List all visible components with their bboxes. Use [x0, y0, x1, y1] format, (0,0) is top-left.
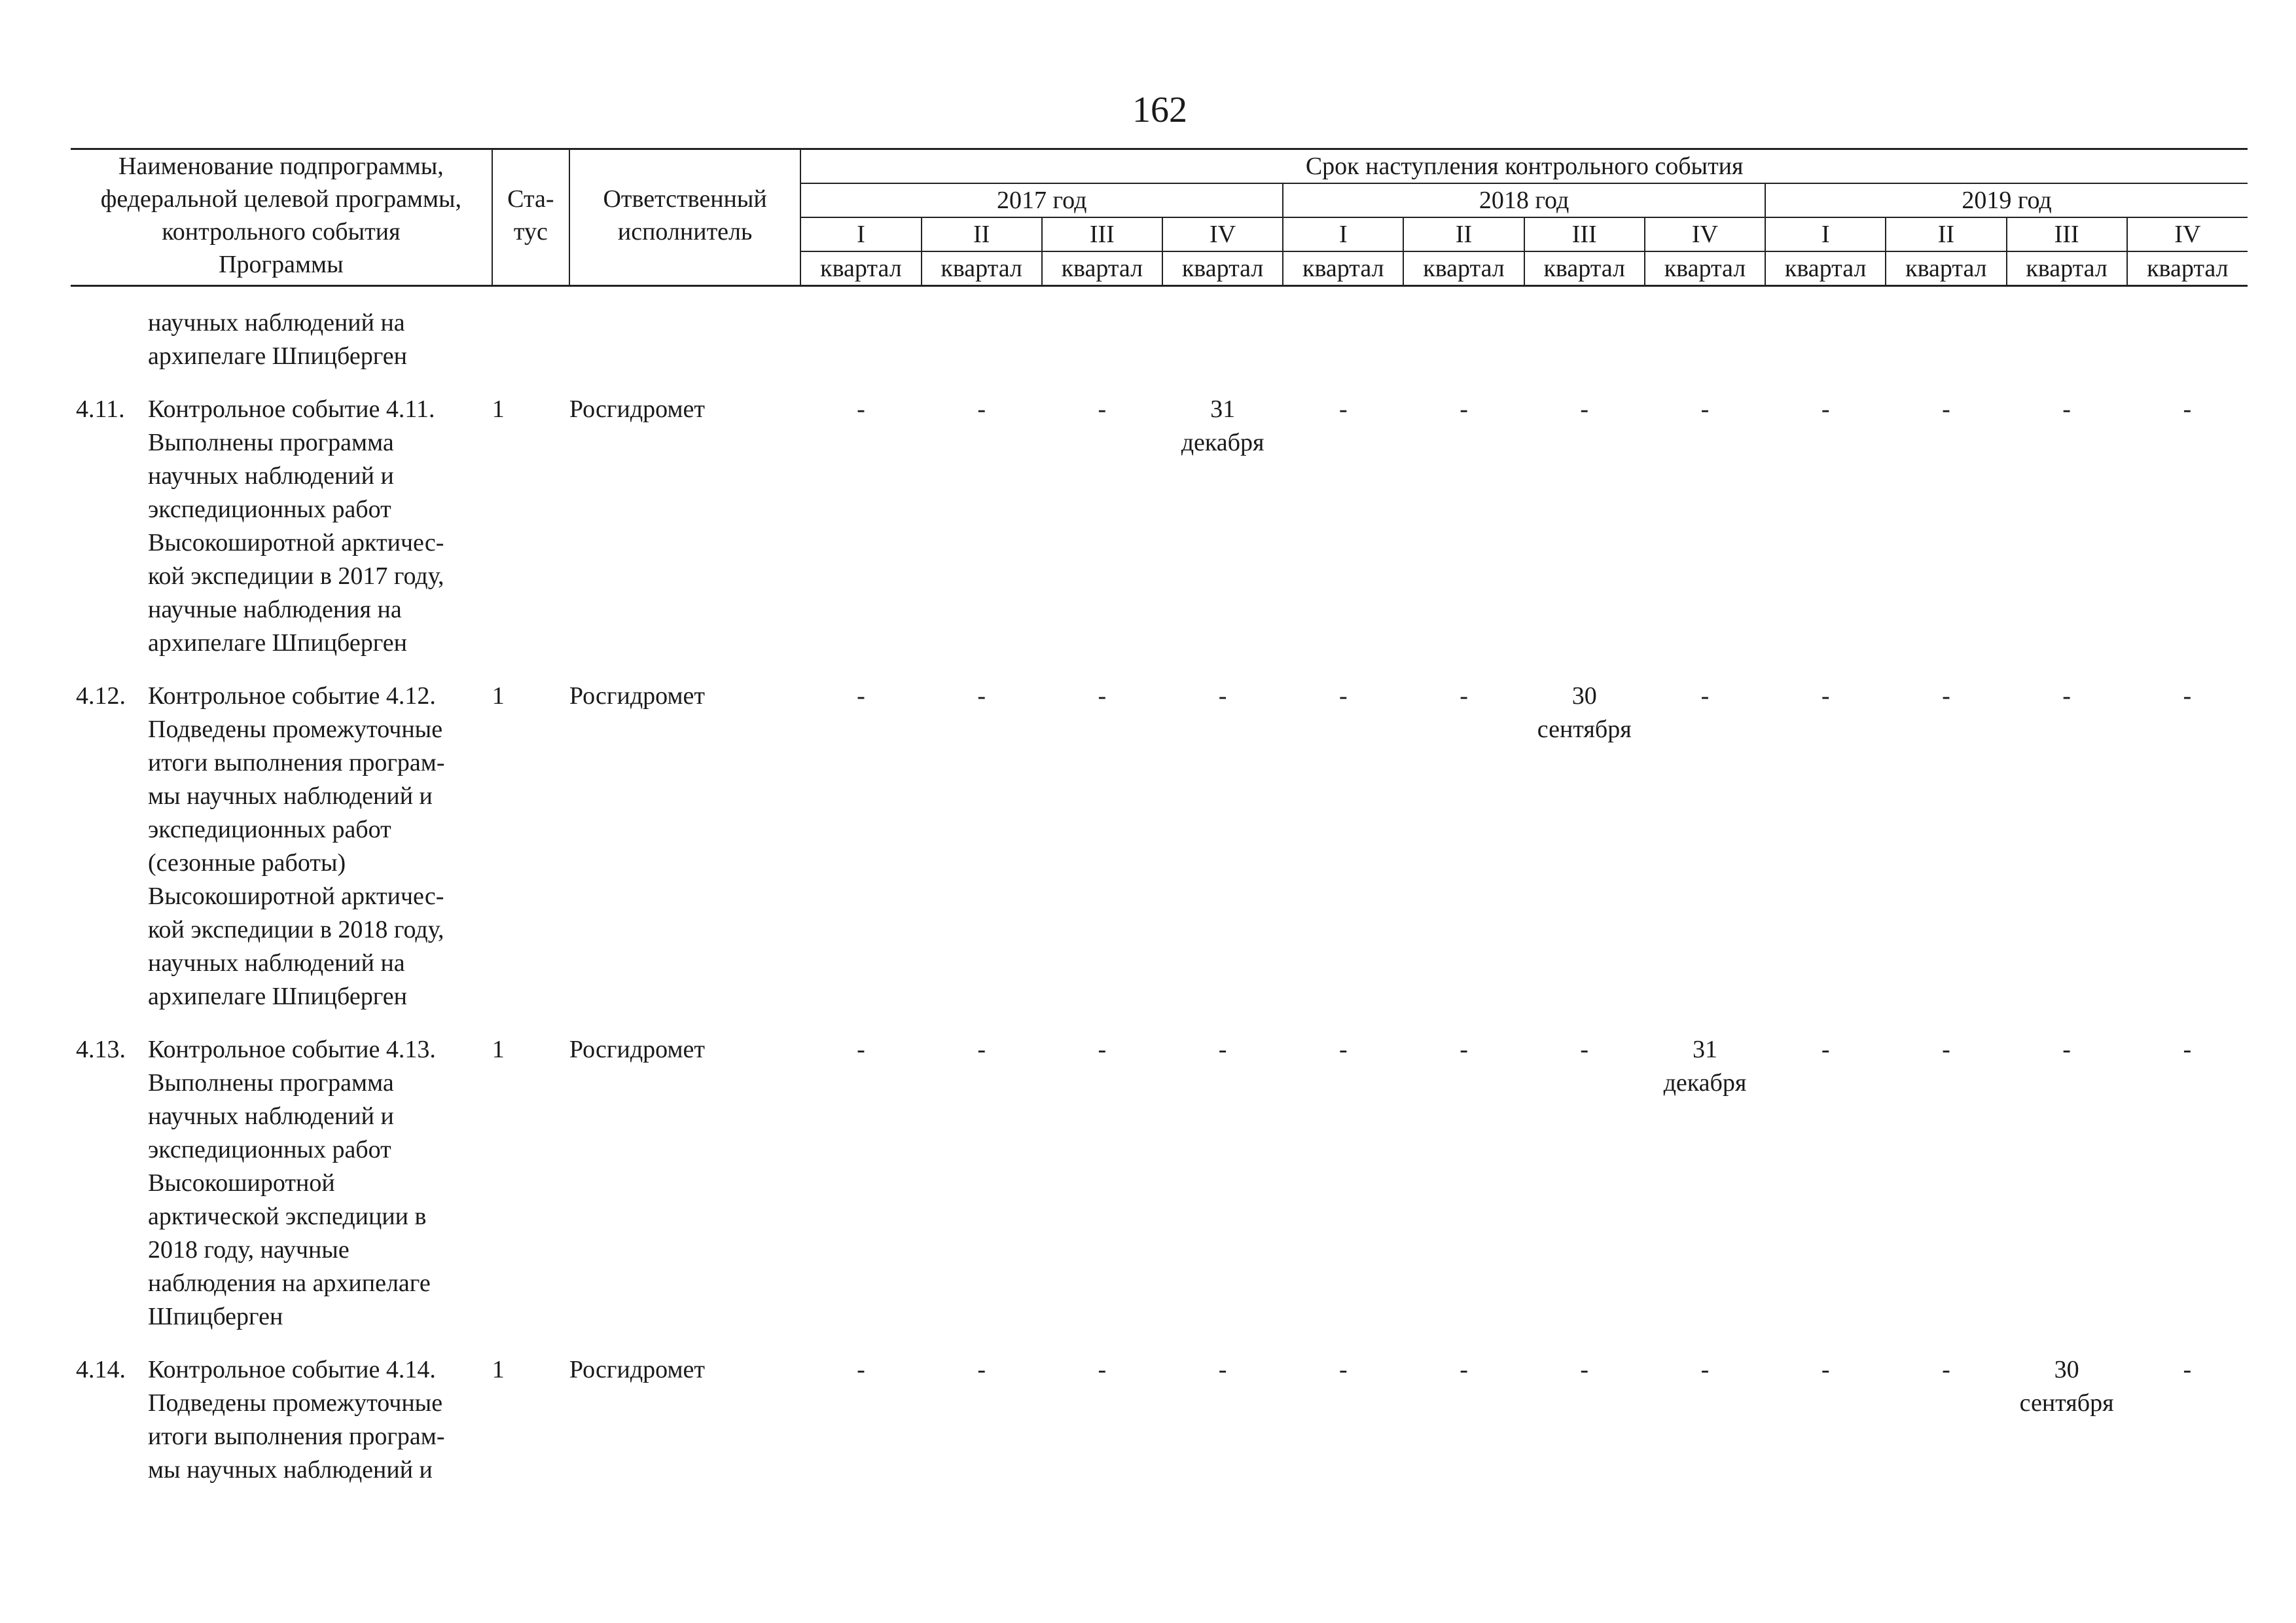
quarter-cell — [1886, 393, 2006, 680]
event-row — [71, 1033, 2248, 1353]
quarter-cell — [1645, 680, 1765, 1033]
header-quarter-word: квартал — [1283, 251, 1403, 286]
event-name-line: Контрольное событие 4.13. — [148, 1036, 436, 1063]
quarter-cell — [2127, 1033, 2248, 1353]
event-name-line: кой экспедиции в 2017 году, — [148, 562, 444, 590]
header-quarter-number: II — [1403, 217, 1524, 251]
quarter-cell — [800, 680, 921, 1033]
quarter-value: - — [1580, 1036, 1589, 1063]
quarter-value: - — [1218, 1036, 1227, 1063]
event-row — [71, 680, 2248, 1033]
event-name-line: Шпицберген — [148, 1303, 283, 1330]
table-body — [71, 286, 2248, 393]
event-name-line: (сезонные работы) — [148, 849, 346, 877]
header-quarter-word: квартал — [2127, 251, 2248, 286]
quarter-value: - — [1821, 395, 1830, 423]
quarter-cell — [1645, 393, 1765, 680]
quarter-cell — [1162, 393, 1283, 680]
header-quarter-number: I — [1765, 217, 1886, 251]
header-quarter-number: II — [922, 217, 1042, 251]
event-rows — [71, 393, 2248, 1506]
quarter-value: - — [1218, 1356, 1227, 1383]
quarter-value: - — [1460, 1036, 1468, 1063]
quarter-cell — [1886, 1353, 2006, 1506]
event-name-line: экспедиционных работ — [148, 1136, 391, 1163]
event-name-cell — [71, 393, 492, 680]
quarter-cell — [2127, 393, 2248, 680]
quarter-cell — [1524, 680, 1645, 1033]
quarter-value: сентября — [1537, 716, 1632, 743]
header-quarter-number: I — [1283, 217, 1403, 251]
event-responsible: Росгидромет — [569, 682, 705, 710]
quarter-cell — [922, 1353, 1042, 1506]
event-name-line: арктической экспедиции в — [148, 1203, 427, 1230]
event-name-line: Контрольное событие 4.12. — [148, 682, 436, 710]
quarter-cell — [1403, 393, 1524, 680]
header-quarter-word: квартал — [2007, 251, 2127, 286]
header-year-2018: 2018 год — [1283, 183, 1765, 217]
event-row — [71, 1353, 2248, 1506]
event-status: 1 — [492, 1036, 505, 1063]
header-quarter-number: IV — [1162, 217, 1283, 251]
quarter-value: - — [1580, 1356, 1589, 1383]
header-quarter-number: III — [1042, 217, 1162, 251]
quarter-cell — [1283, 393, 1403, 680]
event-name-line: Высокоширотной арктичес- — [148, 529, 444, 556]
event-name-line: Контрольное событие 4.11. — [148, 395, 435, 423]
event-responsible: Росгидромет — [569, 1036, 705, 1063]
event-name-line: научных наблюдений и — [148, 462, 394, 490]
quarter-value: - — [2062, 395, 2071, 423]
event-name-cell — [71, 1353, 492, 1506]
quarter-cell — [800, 393, 921, 680]
quarter-cell — [1765, 1033, 1886, 1353]
event-name-line: итоги выполнения програм- — [148, 749, 445, 776]
event-number: 4.13. — [76, 1036, 126, 1063]
quarter-value: - — [857, 682, 865, 710]
quarter-cell — [1403, 1353, 1524, 1506]
quarter-value: - — [2183, 1036, 2192, 1063]
event-name-line: экспедиционных работ — [148, 816, 391, 843]
quarter-cell — [922, 393, 1042, 680]
quarter-value: - — [1338, 682, 1348, 710]
header-responsible-line: исполнитель — [617, 218, 753, 246]
quarter-value: - — [1942, 1356, 1950, 1383]
quarter-cell — [1645, 1353, 1765, 1506]
quarter-value: - — [857, 395, 865, 423]
event-number: 4.11. — [76, 395, 125, 423]
quarter-cell — [1162, 1033, 1283, 1353]
event-row — [71, 393, 2248, 680]
event-name-line: научных наблюдений и — [148, 1103, 394, 1130]
header-quarter-number: IV — [1645, 217, 1765, 251]
header-status-line: Ста- — [507, 185, 554, 213]
header-responsible-column — [569, 149, 800, 286]
quarter-value: - — [1580, 395, 1589, 423]
control-events-table — [71, 148, 2248, 1506]
quarter-value: - — [2183, 395, 2192, 423]
quarter-value: 30 — [1571, 682, 1597, 710]
header-quarter-word: квартал — [1645, 251, 1765, 286]
event-number: 4.12. — [76, 682, 126, 710]
event-status: 1 — [492, 1356, 505, 1383]
event-name-line: мы научных наблюдений и — [148, 1456, 433, 1484]
quarter-value: - — [977, 682, 986, 710]
quarter-value: - — [1460, 395, 1468, 423]
header-quarter-word: квартал — [1162, 251, 1283, 286]
quarter-cell — [922, 680, 1042, 1033]
quarter-cell — [2127, 1353, 2248, 1506]
header-name-line: контрольного события — [162, 218, 401, 246]
quarter-cell — [1042, 1033, 1162, 1353]
event-name — [148, 1033, 436, 1334]
quarter-cell — [1645, 1033, 1765, 1353]
table-header — [71, 149, 2248, 286]
quarter-cell — [1042, 1353, 1162, 1506]
quarter-cell — [2127, 680, 2248, 1033]
quarter-cell — [1403, 680, 1524, 1033]
quarter-value: - — [1098, 682, 1107, 710]
header-status-column — [492, 149, 569, 286]
header-quarter-number: II — [1886, 217, 2006, 251]
quarter-value: - — [2183, 682, 2192, 710]
header-quarter-word: квартал — [1765, 251, 1886, 286]
event-name-line: Подведены промежуточные — [148, 716, 443, 743]
header-quarter-word: квартал — [1886, 251, 2006, 286]
quarter-cell — [1162, 1353, 1283, 1506]
header-responsible-line: Ответственный — [603, 185, 767, 213]
quarter-value: - — [977, 395, 986, 423]
continuation-name-line: научных наблюдений на — [148, 309, 405, 337]
header-quarter-number: IV — [2127, 217, 2248, 251]
quarter-value: - — [1821, 1036, 1830, 1063]
quarter-cell — [1283, 1353, 1403, 1506]
quarter-value: - — [1821, 1356, 1830, 1383]
event-name-line: Высокоширотной — [148, 1169, 335, 1197]
continuation-name-cell — [71, 306, 800, 393]
header-quarter-number: III — [1524, 217, 1645, 251]
continuation-row — [71, 306, 2248, 393]
quarter-value: 31 — [1692, 1036, 1717, 1063]
event-name-line: Высокоширотной арктичес- — [148, 883, 444, 910]
quarter-value: декабря — [1663, 1069, 1747, 1097]
header-name-column — [71, 149, 492, 286]
quarter-value: - — [2062, 682, 2071, 710]
header-quarter-word: квартал — [1524, 251, 1645, 286]
quarter-value: - — [857, 1036, 865, 1063]
quarter-value: - — [1338, 1036, 1348, 1063]
event-name-line: экспедиционных работ — [148, 496, 391, 523]
event-name-line: 2018 году, научные — [148, 1236, 350, 1264]
event-responsible: Росгидромет — [569, 395, 705, 423]
event-name-line: научных наблюдений на — [148, 949, 405, 977]
header-year-2017: 2017 год — [800, 183, 1283, 217]
quarter-value: 31 — [1210, 395, 1236, 423]
header-name-line: Наименование подпрограммы, — [118, 153, 444, 180]
event-name-line: мы научных наблюдений и — [148, 782, 433, 810]
quarter-cell — [1765, 1353, 1886, 1506]
event-name-line: Выполнены программа — [148, 1069, 394, 1097]
quarter-cell — [1162, 680, 1283, 1033]
header-quarter-word: квартал — [800, 251, 921, 286]
quarter-value: - — [1460, 1356, 1468, 1383]
continuation-name-line: архипелаге Шпицберген — [148, 342, 408, 370]
quarter-value: - — [1700, 682, 1710, 710]
header-name-line: федеральной целевой программы, — [100, 185, 462, 213]
quarter-cell — [800, 1353, 921, 1506]
header-quarter-word: квартал — [1403, 251, 1524, 286]
quarter-value: - — [977, 1036, 986, 1063]
quarter-cell — [2007, 1033, 2127, 1353]
quarter-cell — [1886, 680, 2006, 1033]
quarter-cell — [1403, 1033, 1524, 1353]
quarter-cell — [1042, 393, 1162, 680]
quarter-value: 30 — [2054, 1356, 2079, 1383]
quarter-cell — [800, 1033, 921, 1353]
quarter-value: - — [1700, 395, 1710, 423]
event-name-cell — [71, 680, 492, 1033]
event-name-line: научные наблюдения на — [148, 596, 402, 623]
quarter-value: - — [2062, 1036, 2071, 1063]
header-year-2019: 2019 год — [1765, 183, 2248, 217]
event-name-line: Подведены промежуточные — [148, 1389, 443, 1417]
quarter-cell — [2007, 680, 2127, 1033]
page-number: 162 — [1132, 90, 1187, 130]
event-name — [148, 1353, 444, 1487]
quarter-value: - — [1942, 1036, 1950, 1063]
event-name-line: наблюдения на архипелаге — [148, 1269, 431, 1297]
quarter-value: - — [1098, 1356, 1107, 1383]
event-number: 4.14. — [76, 1356, 126, 1383]
event-name — [148, 393, 444, 660]
event-responsible: Росгидромет — [569, 1356, 705, 1383]
header-quarter-number: I — [800, 217, 921, 251]
quarter-value: - — [1218, 682, 1227, 710]
event-name-line: итоги выполнения програм- — [148, 1423, 445, 1450]
event-status: 1 — [492, 395, 505, 423]
event-name — [148, 680, 444, 1013]
quarter-cell — [1283, 680, 1403, 1033]
quarter-cell — [922, 1033, 1042, 1353]
quarter-cell — [1886, 1033, 2006, 1353]
quarter-cell — [1765, 680, 1886, 1033]
quarter-value: - — [1942, 682, 1950, 710]
quarter-value: - — [2183, 1356, 2192, 1383]
quarter-value: - — [1700, 1356, 1710, 1383]
header-deadline: Срок наступления контрольного события — [800, 149, 2248, 184]
event-name-line: кой экспедиции в 2018 году, — [148, 916, 444, 943]
quarter-value: - — [1338, 1356, 1348, 1383]
quarter-value: - — [1942, 395, 1950, 423]
quarter-value: - — [1098, 395, 1107, 423]
quarter-value: - — [857, 1356, 865, 1383]
quarter-value: декабря — [1181, 429, 1265, 456]
event-name-line: Контрольное событие 4.14. — [148, 1356, 436, 1383]
event-name-line: архипелаге Шпицберген — [148, 629, 408, 657]
quarter-cell — [2007, 393, 2127, 680]
quarter-cell — [1765, 393, 1886, 680]
quarter-value: сентября — [2019, 1389, 2114, 1417]
quarter-value: - — [1821, 682, 1830, 710]
header-status-line: тус — [513, 218, 548, 246]
quarter-cell — [1524, 1353, 1645, 1506]
quarter-value: - — [1460, 682, 1468, 710]
header-quarter-word: квартал — [1042, 251, 1162, 286]
quarter-value: - — [977, 1356, 986, 1383]
quarter-cell — [1524, 1033, 1645, 1353]
quarter-cell — [1524, 393, 1645, 680]
quarter-cell — [1042, 680, 1162, 1033]
quarter-cell — [2007, 1353, 2127, 1506]
event-name-line: архипелаге Шпицберген — [148, 983, 408, 1010]
event-status: 1 — [492, 682, 505, 710]
quarter-cell — [1283, 1033, 1403, 1353]
header-quarter-number: III — [2007, 217, 2127, 251]
event-name-line: Выполнены программа — [148, 429, 394, 456]
event-name-cell — [71, 1033, 492, 1353]
quarter-value: - — [1098, 1036, 1107, 1063]
header-quarter-word: квартал — [922, 251, 1042, 286]
quarter-value: - — [1338, 395, 1348, 423]
header-name-line: Программы — [219, 251, 344, 278]
